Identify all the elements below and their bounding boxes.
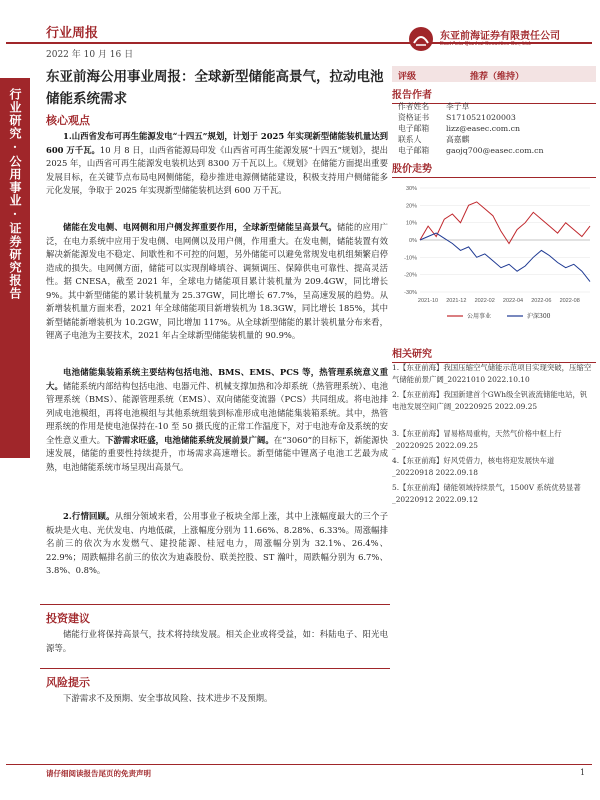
rating-box: [392, 66, 596, 82]
author-row-key: 电子邮箱: [398, 124, 430, 133]
paragraph-shanxi-lead: 1.山西省发布可再生能源发电“十四五”规划，计划于 2025 年实现新型储能装机量达到 600 万千瓦。: [46, 131, 388, 155]
author-row-value: S1710521020003: [446, 113, 516, 122]
report-type: 行业周报: [46, 26, 99, 41]
chart-x-tick-label: 2022-06: [531, 298, 552, 304]
chart-y-tick-label: 20%: [405, 203, 417, 210]
author-email-link[interactable]: lizz@easec.com.cn: [446, 124, 521, 133]
author-row-value: 高嘉麒: [446, 135, 470, 144]
author-row: [398, 123, 520, 134]
paragraph-battery-system: [46, 366, 388, 474]
author-row: [398, 101, 469, 112]
author-row-key: 电子邮箱: [398, 146, 430, 155]
disclaimer-note: 请仔细阅读报告尾页的免责声明: [46, 769, 151, 778]
author-row-key: 联系人: [398, 135, 422, 144]
paragraph-storage-role-lead: 储能在发电侧、电网侧和用户侧发挥重要作用，全球新型储能呈高景气。: [63, 222, 337, 232]
rating-value: 推荐（维持）: [470, 72, 525, 82]
chart-y-tick-label: -10%: [404, 255, 417, 262]
invest-text: 储能行业将保持高景气，技术将持续发展。相关企业或将受益，如：科陆电子、阳光电源等。: [46, 629, 388, 653]
chart-x-tick-label: 2022-02: [474, 298, 495, 304]
related-item[interactable]: 4.【东亚前海】好风凭借力，核电将迎发展快车道_20220918 2022.09.18: [392, 456, 555, 477]
chart-legend-label: 沪深300: [527, 313, 551, 320]
paragraph-battery-system-lead2: 下游需求旺盛，电池储能系统发展前景广阔。: [105, 434, 274, 445]
author-row-value: 李子卓: [446, 102, 470, 111]
risk-divider: [40, 668, 390, 669]
stock-price-chart: [392, 180, 596, 330]
company-name-cn: 东亚前海证券有限责任公司: [440, 31, 560, 42]
chart-x-tick-label: 2022-04: [502, 298, 524, 304]
footer-divider: [6, 764, 592, 765]
author-row-key: 作者姓名: [398, 102, 430, 111]
category-sidebar-text: 行业研究·公用事业·证券研究报告: [8, 88, 22, 300]
chart-y-tick-label: -30%: [404, 290, 417, 296]
chart-legend-label: 公用事业: [467, 313, 492, 320]
author-row: [398, 134, 469, 145]
paragraph-market-review-body: 从细分领域来看，公用事业子板块全部上涨，其中上涨幅度最大的三个子板块是火电、光伏发电、内地低碳，上涨幅度分别为 11.66%、8.28%、6.33%。周涨幅排名前三的依次为水发燃气、建投能源、桂冠电力，周涨幅分别为 32.1%、26.4%、22.9%；周跌幅排名前三的依次为迪森股份、联美控股、ST 瀚叶，周跌幅分别为 6.7%、3.8%、0.8%。: [46, 511, 388, 575]
author-row: [398, 145, 543, 156]
category-sidebar: [0, 78, 30, 458]
chart-x-tick-label: 2022-08: [559, 298, 580, 304]
paragraph-battery-system-lead: 电池储能集装箱系统主要结构包括电池、BMS、EMS、PCS 等，热管理系统意义重大。: [46, 367, 388, 391]
related-item[interactable]: 5.【东亚前海】储能领域持续景气，1500V 系统优势显著_20220912 2022.09.12: [392, 483, 581, 504]
paragraph-shanxi: [46, 130, 388, 198]
paragraph-battery-system-body2: 在“3060”的目标下，新能源快速发展，储能的重要性持续提升，市场需求高速增长。新型储能中锂离子电池工艺最为成熟，电池储能系统市场呈现出高景气。: [46, 434, 389, 472]
related-item[interactable]: 1.【东亚前海】我国压缩空气储能示范项目实现突破，压缩空气储能前景广阔_20221010 2022.10.10: [392, 363, 592, 384]
chart-y-tick-label: 30%: [405, 186, 417, 192]
company-logo: [408, 24, 598, 54]
risk-text: 下游需求不及预期、安全事故风险、技术进步不及预期。: [63, 693, 273, 703]
related-item[interactable]: 3.【东亚前海】冒易格局重构，天然气价格中枢上行_20220925 2022.09.25: [392, 429, 562, 450]
paragraph-battery-system-body: 储能系统内部结构包括电池、电器元件、机械支撑加热和冷却系统（热管理系统）、电池管理系统（BMS）、能源管理系统（EMS）、双向储能变流器（PCS）共同组成。将电池排列成电池模组，再将电池模组与其他系统组装到标准形成电池储能集装箱系统。其中，热管理系统的作用是使电池保持在-10 至 50 摄氏度的正常工作温度下，对于电池寿命及系统的安全性意义重大。: [46, 380, 389, 445]
core-view-heading: 核心观点: [46, 114, 90, 127]
related-heading: 相关研究: [392, 345, 596, 363]
paragraph-shanxi-body: 10 月 8 日，山西省能源局印发《山西省可再生能源发展“十四五”规划》，提出 2025 年，山西省可再生能源发电装机达到 8300 万千瓦以上。《规划》在储能方面提出重要发展目标，在关键节点布局电网侧储能，稳步推进电源侧储能建设，积极支持用户侧储能多元化发展，争取于 2025 年实现新型储能装机达到 600 万千瓦。: [46, 144, 388, 195]
paragraph-market-review-lead: 2.行情回顾。: [63, 511, 115, 521]
invest-divider: [40, 604, 390, 605]
chart-y-tick-label: -20%: [404, 272, 417, 279]
risk-heading: 风险提示: [46, 676, 90, 689]
chart-y-tick-label: 0%: [409, 238, 417, 244]
chart-y-tick-label: 10%: [405, 220, 417, 227]
invest-heading: 投资建议: [46, 612, 90, 625]
stock-heading: 股价走势: [392, 160, 596, 178]
rating-label: 评级: [398, 72, 417, 82]
paragraph-storage-role: [46, 221, 388, 343]
chart-x-tick-label: 2021-10: [417, 298, 439, 304]
company-logo-icon: [408, 26, 434, 52]
author-row-key: 资格证书: [398, 113, 430, 122]
report-date: 2022 年 10 月 16 日: [46, 50, 134, 60]
related-item[interactable]: 2.【东亚前海】我国新建首个GWh级全钒液流储能电站，钒电池发展空间广阔_20220925 2022.09.25: [392, 390, 588, 411]
author-row: [398, 112, 516, 123]
company-name-en: East Asia Qianhai Securities Co., Ltd.: [440, 41, 532, 47]
chart-x-tick-label: 2021-12: [446, 298, 467, 304]
paragraph-market-review: [46, 510, 388, 578]
paragraph-storage-role-body: 储能的应用广泛，在电力系统中应用于发电侧、电网侧以及用户侧，作用重大。在发电侧，储能装置有效解决新能源发电不稳定、间歇性和不可控的问题，另外储能可以避免常规发电机组频繁启停造成的损失。电网侧方面，储能可以实现削峰填谷、调频调压、保障供电可靠性、提高灵活性。据 CNESA，截至 2021 年，全球电力储能项目累计装机量为 209.4GW，同比增长 9%。其中新型储能的累计装机量为 25.37GW，同比增长 67.7%，呈高速发展的趋势。从新增装机量方面来看，2021 年全球储能项目新增装机为 18.3GW，同比增长 185%，其中新型储能新增装机为 10.2GW，同比增加 117%。从全球新型储能的累计装机量分布来看，锂离子电池为主要技术，2021 年占全球新型储能装机量的 90.9%。: [46, 222, 389, 340]
author-heading: 报告作者: [392, 86, 596, 104]
page-number: 1: [580, 768, 586, 777]
report-title: 东亚前海公用事业周报：全球新型储能高景气，拉动电池储能系统需求: [46, 69, 384, 107]
contact-email-link[interactable]: gaojq700@easec.com.cn: [446, 146, 544, 155]
